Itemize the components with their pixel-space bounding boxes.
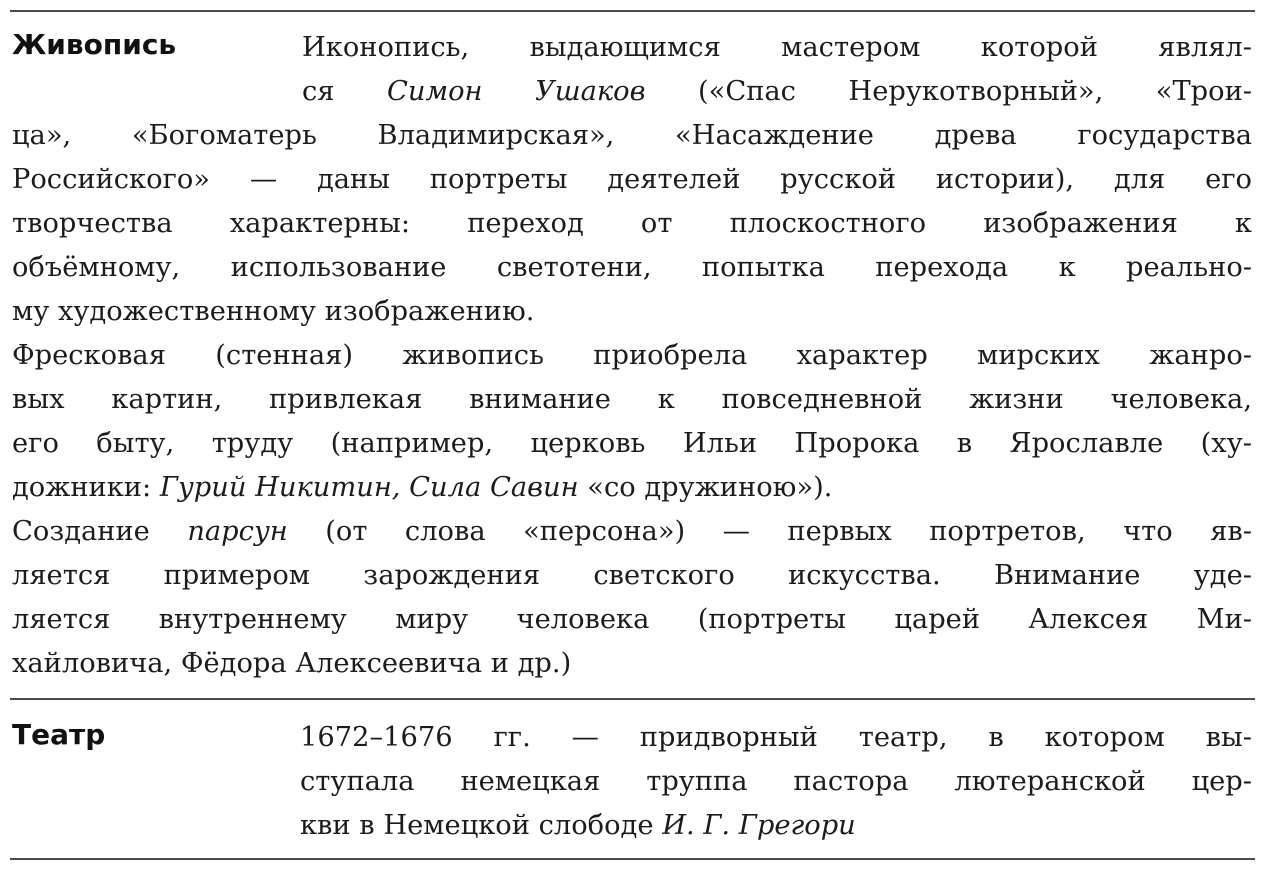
text-line bbox=[12, 598, 1252, 642]
text-segment: Иконопись, выдающимся мастером которой являл- bbox=[302, 32, 1252, 63]
text-segment: («Спас Нерукотворный», «Трои- bbox=[645, 76, 1253, 107]
text-segment: вых картин, привлекая внимание к повседневной жизни человека, bbox=[12, 384, 1252, 415]
text-segment: кви в Немецкой слободе bbox=[300, 810, 663, 841]
text-segment: «со дружиною»). bbox=[578, 472, 833, 503]
text-segment: ляется примером зарождения светского искусства. Внимание уде- bbox=[12, 560, 1252, 591]
text-line bbox=[12, 246, 1252, 290]
text-segment: хайловича, Фёдора Алексеевича и др.) bbox=[12, 648, 572, 679]
text-segment: 1672–1676 гг. — придворный театр, в котором вы- bbox=[300, 722, 1252, 753]
text-segment: ца», «Богоматерь Владимирская», «Насаждение древа государства bbox=[12, 120, 1252, 151]
text-segment: (от слова «персона») — первых портретов, что яв- bbox=[287, 516, 1253, 547]
text-segment: ляется внутреннему миру человека (портреты царей Алексея Ми- bbox=[12, 604, 1252, 635]
text-segment: творчества характерны: переход от плоскостного изображения к bbox=[12, 208, 1252, 239]
text-line bbox=[12, 760, 1252, 804]
text-line bbox=[12, 510, 1252, 554]
text-line bbox=[12, 202, 1252, 246]
text-line bbox=[12, 26, 1252, 70]
text-line bbox=[12, 334, 1252, 378]
text-segment: му художественному изображению. bbox=[12, 296, 535, 327]
text-segment: ступала немецкая труппа пастора лютеранской цер- bbox=[300, 766, 1252, 797]
text-segment: дожники: bbox=[12, 472, 160, 503]
italic-segment: Гурий Никитин, Сила Савин bbox=[159, 472, 579, 503]
text-line bbox=[12, 804, 1252, 848]
text-line bbox=[12, 466, 1252, 510]
text-segment: ся bbox=[302, 76, 387, 107]
text-segment: Создание bbox=[12, 516, 188, 547]
row-label-theatre: Театр bbox=[12, 718, 106, 751]
text-segment: Российского» — даны портреты деятелей русской истории), для его bbox=[12, 164, 1252, 195]
painting-text bbox=[12, 26, 1252, 686]
text-segment: объёмному, использование светотени, попытка перехода к реально- bbox=[12, 252, 1252, 283]
text-line bbox=[12, 554, 1252, 598]
italic-segment: И. Г. Грегори bbox=[662, 810, 856, 841]
text-line bbox=[12, 290, 1252, 334]
text-line bbox=[12, 642, 1252, 686]
text-line bbox=[12, 158, 1252, 202]
theatre-text bbox=[12, 716, 1252, 848]
text-line bbox=[12, 716, 1252, 760]
italic-segment: парсун bbox=[187, 516, 288, 547]
text-line bbox=[12, 114, 1252, 158]
text-line bbox=[12, 422, 1252, 466]
italic-segment: Симон Ушаков bbox=[387, 76, 646, 107]
row-label-painting: Живопись bbox=[12, 28, 177, 61]
top-rule bbox=[10, 10, 1255, 12]
section-divider bbox=[10, 698, 1255, 700]
text-line bbox=[12, 378, 1252, 422]
text-segment: Фресковая (стенная) живопись приобрела характер мирских жанро- bbox=[12, 340, 1252, 371]
bottom-rule bbox=[10, 858, 1255, 860]
text-line bbox=[12, 70, 1252, 114]
text-segment: его быту, труду (например, церковь Ильи Пророка в Ярославле (ху- bbox=[12, 428, 1252, 459]
